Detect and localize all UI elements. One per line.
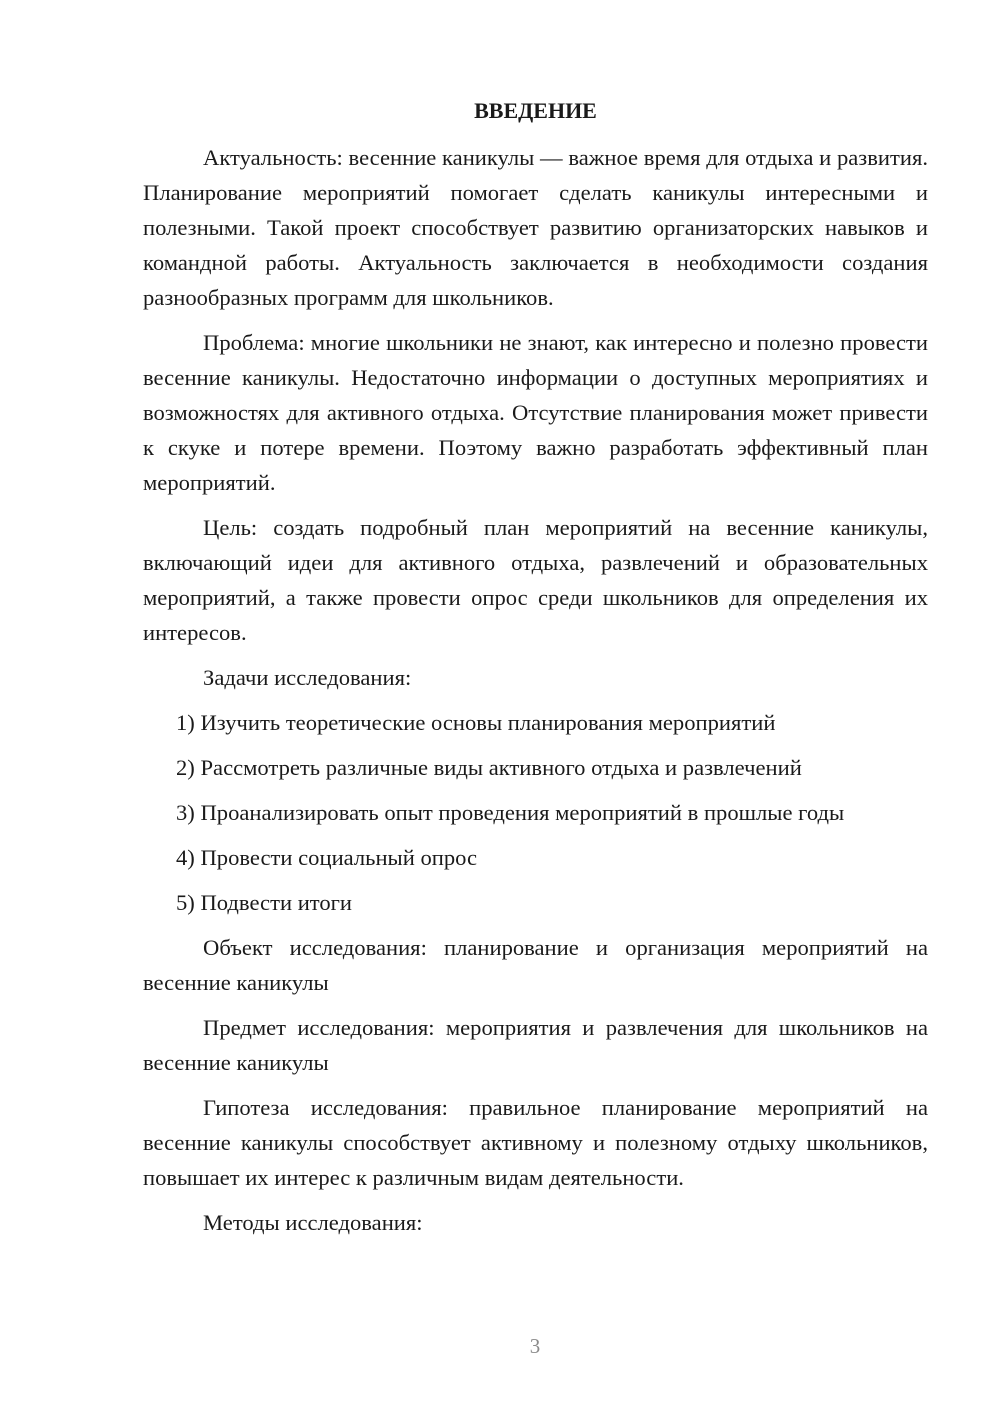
list-item: 5) Подвести итоги [176, 890, 353, 915]
list-item: 3) Проанализировать опыт проведения мероприятий в прошлые годы [176, 800, 845, 825]
paragraph-goal: Цель: создать подробный план мероприятий на весенние каникулы, включающий идеи для активного отдыха, развлечений и образовательных мероприятий, а также провести опрос среди школьников для определения их интересов. [143, 515, 928, 645]
paragraph-object: Объект исследования: планирование и организация мероприятий на весенние каникулы [143, 935, 928, 995]
list-item: 4) Провести социальный опрос [176, 845, 478, 870]
methods-heading: Методы исследования: [203, 1210, 423, 1235]
paragraph-relevance: Актуальность: весенние каникулы — важное время для отдыха и развития. Планирование мероприятий помогает сделать каникулы интересными и полезными. Такой проект способствует развитию организаторских навыков и командной работы. Актуальность заключается в необходимости создания разнообразных программ для школьников. [143, 145, 928, 310]
tasks-heading: Задачи исследования: [203, 665, 412, 690]
page-number: 3 [529, 1334, 541, 1358]
list-item: 2) Рассмотреть различные виды активного отдыха и развлечений [176, 755, 802, 780]
paragraph-subject: Предмет исследования: мероприятия и развлечения для школьников на весенние каникулы [143, 1015, 928, 1075]
paragraph-problem: Проблема: многие школьники не знают, как интересно и полезно провести весенние каникулы. Недостаточно информации о доступных мероприятиях и возможностях для активного отдыха. Отсутствие планирования может привести к скуке и потере времени. Поэтому важно разработать эффективный план мероприятий. [143, 330, 928, 495]
list-item: 1) Изучить теоретические основы планирования мероприятий [176, 710, 776, 735]
tasks-list [143, 705, 928, 920]
document-page [143, 96, 928, 1250]
page-title: ВВЕДЕНИЕ [474, 98, 597, 123]
paragraph-hypothesis: Гипотеза исследования: правильное планирование мероприятий на весенние каникулы способствует активному и полезному отдыху школьников, повышает их интерес к различным видам деятельности. [143, 1095, 928, 1190]
